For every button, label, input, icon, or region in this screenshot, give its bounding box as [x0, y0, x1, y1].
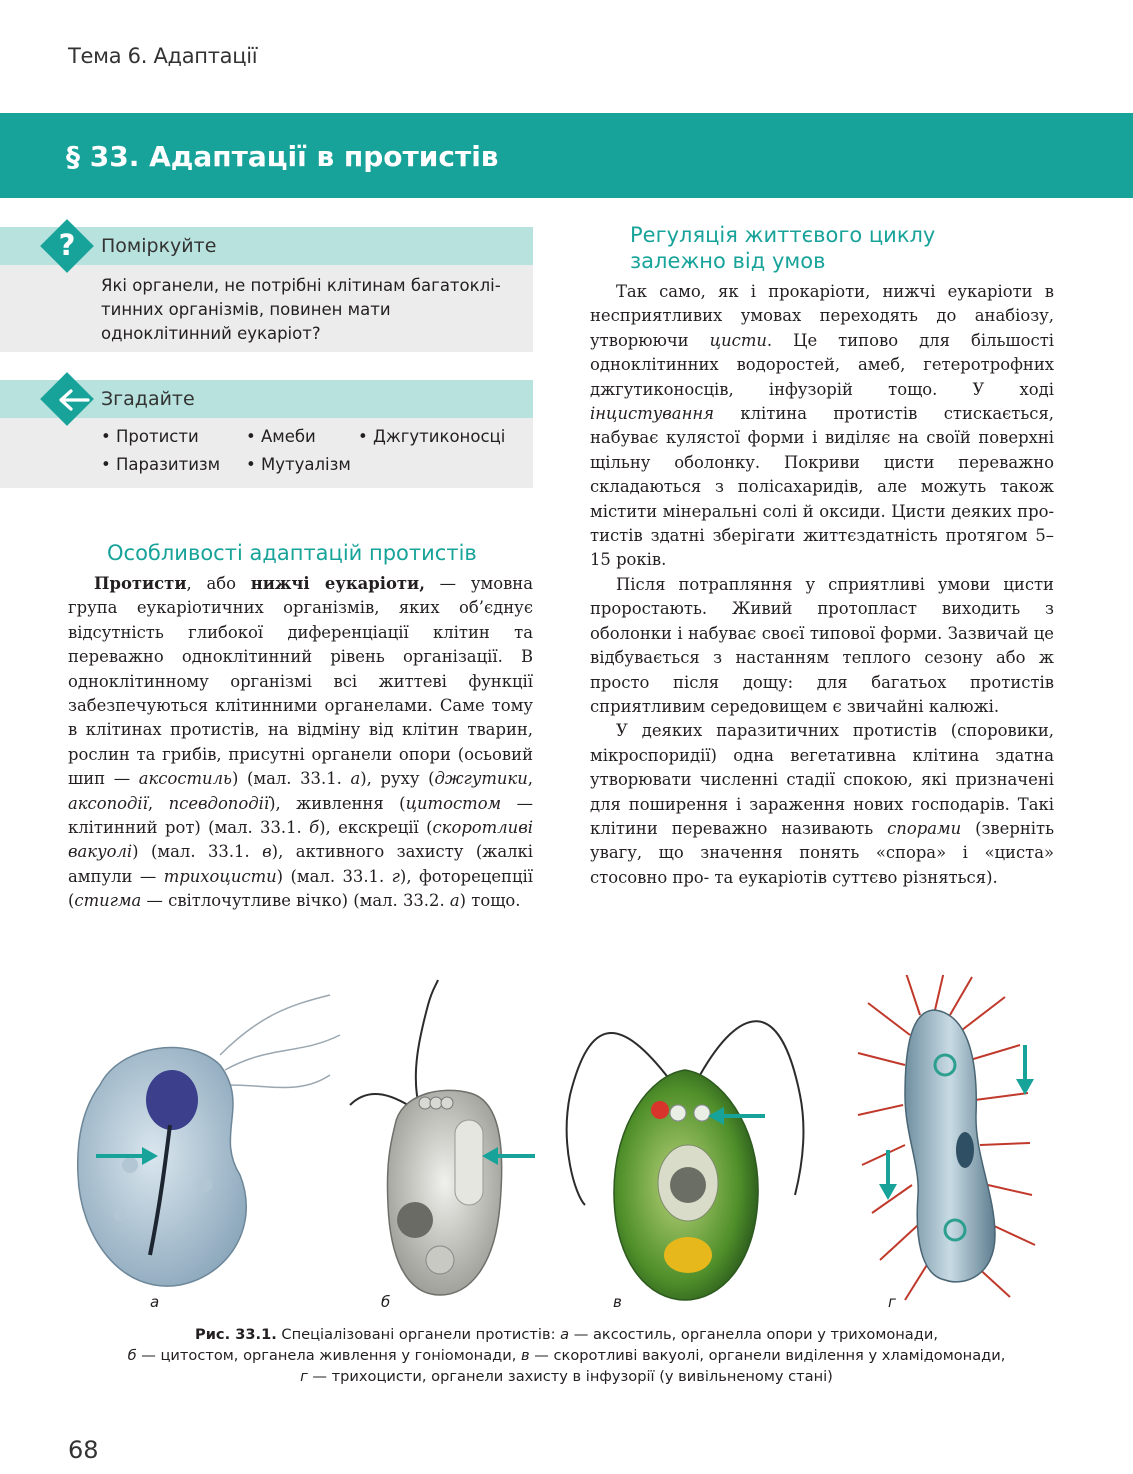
section2-body	[590, 280, 1054, 890]
section2-paragraph: Після потрапляння у сприятливі умови цисти проростають. Живий протопласт виходить з оболонки і набуває своєї типової форми. Зазвичай це відбувається з настанням теплого сезону або ж просто після дощу: для багатьох протистів сприятливим середовищем є звичайні калюжі.	[590, 574, 1054, 716]
figure-label: в	[613, 1293, 622, 1311]
recall-box-title: Згадайте	[101, 388, 195, 410]
recall-item: • Протисти	[101, 427, 199, 446]
recall-item: • Амеби	[246, 427, 316, 446]
trichomonas-illustration	[78, 995, 340, 1286]
figure-label: а	[150, 1293, 160, 1311]
section-heading: Регуляція життєвого циклу залежно від умов	[630, 223, 936, 273]
running-head: Тема 6. Адаптації	[68, 44, 258, 68]
recall-item: • Мутуалізм	[246, 455, 351, 474]
section-heading: Особливості адаптацій протистів	[107, 541, 477, 565]
page-number: 68	[68, 1436, 99, 1464]
goniomonas-illustration	[350, 980, 535, 1295]
arrow-left-icon	[54, 387, 94, 413]
question-icon: ?	[58, 228, 76, 262]
figure-label: г	[888, 1293, 896, 1311]
figure-caption: Рис. 33.1. Спеціалізовані органели протистів: а — аксостиль, органелла опори у трихомонади, б — цитостом, органела живлення у гоніомонади, в — скоротливі вакуолі, органели виділення у хламідомонади, г — трихоцисти, органели захисту в інфузорії (у вивільненому стані)	[127, 1326, 1006, 1385]
section2-paragraph: У деяких паразитичних протистів (споровики, мікроспоридії) одна вегетативна клітина здатна утворювати численні стадії спокою, які призначені для поширення і зараження нових господарів. Такі клітини переважно називають спорами (зверніть увагу, що значення понять «спора» і «циста» стосовно про- та еукаріотів суттєво різняться).	[590, 721, 1054, 887]
chapter-title: § 33. Адаптації в протистів	[66, 140, 499, 173]
figure-label: б	[381, 1293, 391, 1311]
chlamydomonas-illustration	[567, 1021, 804, 1300]
recall-item: • Паразитизм	[101, 455, 221, 474]
figure-illustrations	[0, 975, 1133, 1315]
think-box-title: Поміркуйте	[101, 235, 217, 257]
think-box-text: Які органели, не потрібні клітинам багатоклітинних організмів, повинен мати одноклітинний еукаріот?	[101, 276, 501, 343]
recall-item: • Джгутиконосці	[358, 427, 506, 446]
section2-paragraph: Так само, як і прокаріоти, нижчі еукаріоти в несприятливих умовах переходять до анабіозу, утворюючи цисти. Це типово для більшості одноклітинних водоростей, амеб, гетеротрофних джгутиконосців, інфузорій тощо. У ході інцистування клітина протистів стискається, набуває кулястої форми і виділяє на своїй поверхні щільну оболонку. Покриви цисти переважно складаються з полісахаридів, але можуть також містити мінеральні солі й оксиди. Цисти деяких протистів здатні зберігати життєздатність протягом 5–15 років.	[590, 282, 1055, 570]
section1-paragraph: Протисти, або нижчі еукаріоти, — умовна група еукаріотичних організмів, яких об’єднує відсутність глибокої диференціації клітин та переважно одноклітинний рівень організації. В одноклітинному організмі всі життеві функції забезпечуються клітинними органелами. Саме тому в клітинах протистів, на відміну від клітин тварин, рослин та грибів, присутні органели опори (осьовий шип — аксостиль) (мал. 33.1. а), руху (джгутики, аксоподії, псевдоподії), живлення (цитостом — клітинний рот) (мал. 33.1. б), екскреції (скоротливі вакуолі) (мал. 33.1. в), активного захисту (жалкі ампули — трихоцисти) (мал. 33.1. г), фоторецепції (стигма — світлочутливе вічко) (мал. 33.2. а) тощо.	[68, 574, 534, 911]
section1-body	[68, 572, 533, 914]
paramecium-illustration	[858, 975, 1035, 1300]
